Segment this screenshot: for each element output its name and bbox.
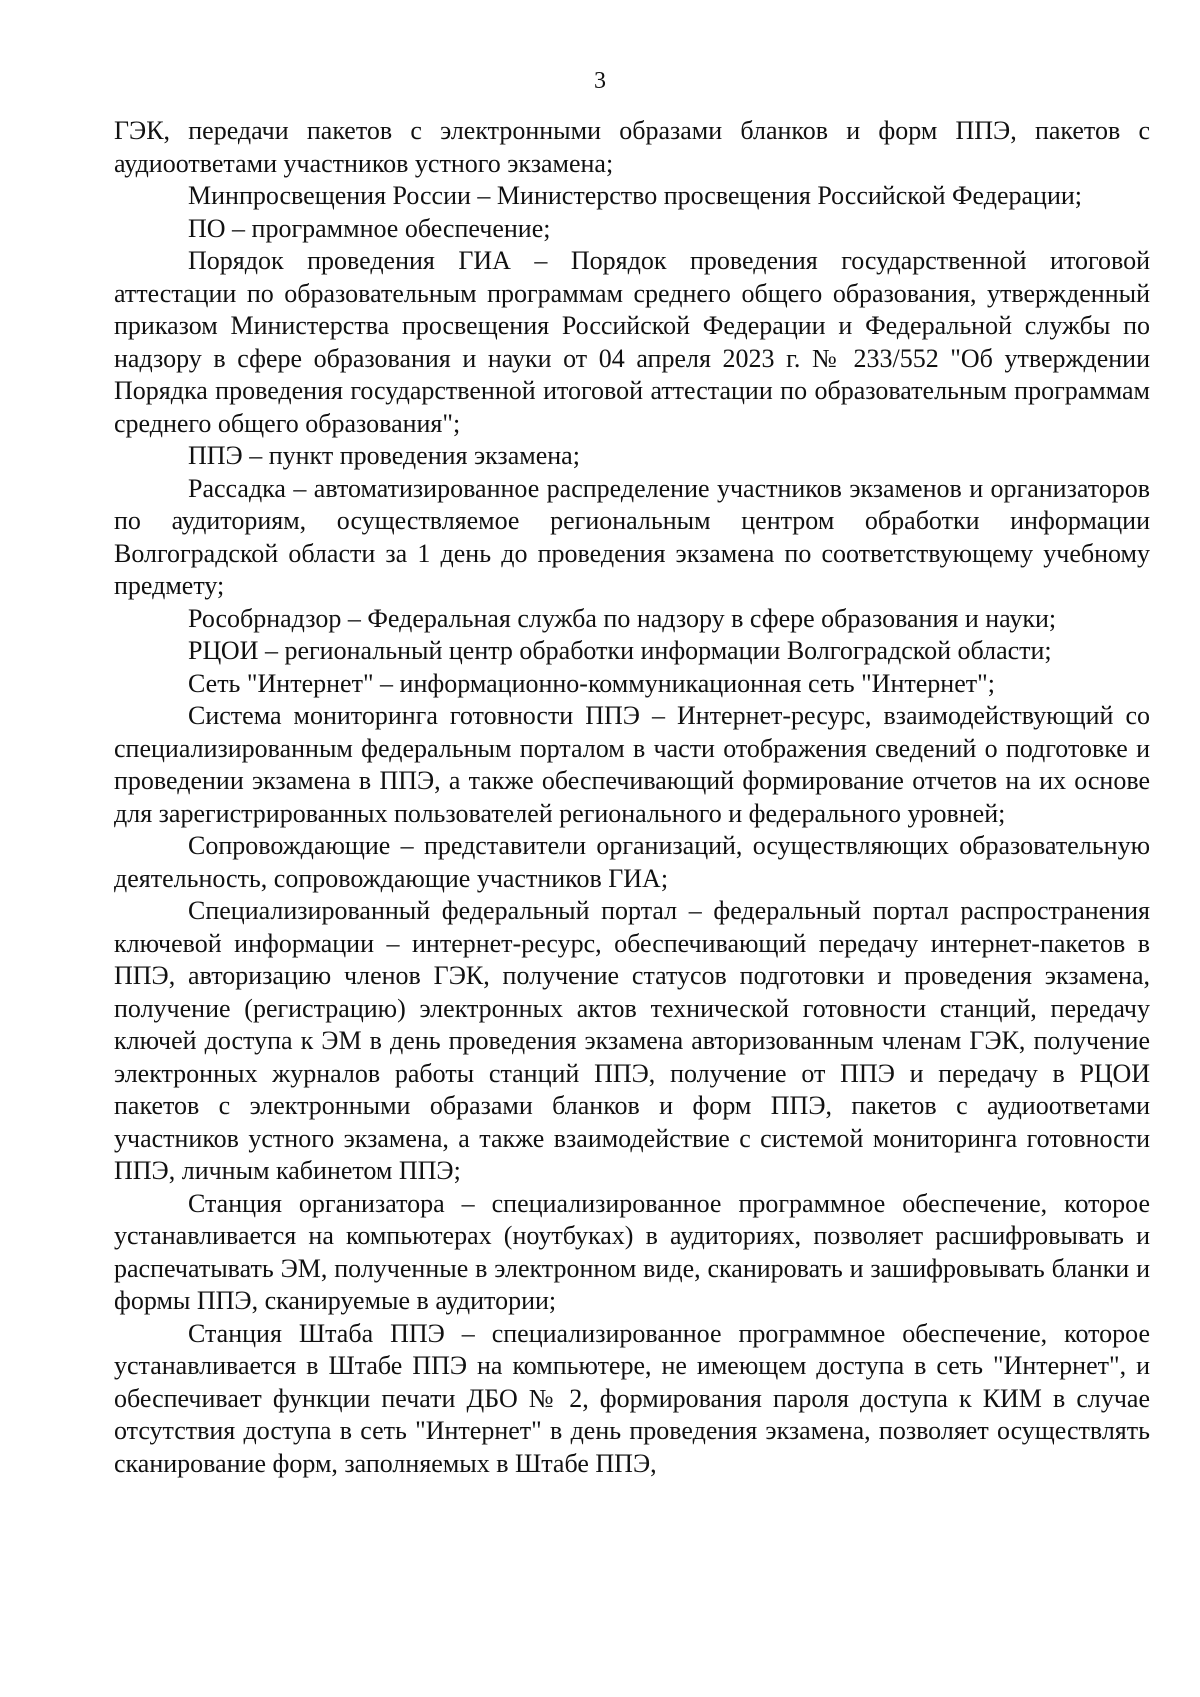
paragraph-sistema-monitoringa: Система мониторинга готовности ППЭ – Интернет-ресурс, взаимодействующий со специализированным федеральным порталом в части отображения сведений о подготовке и проведении экзамена в ППЭ, а также обеспечивающий формирование отчетов на их основе для зарегистрированных пользователей регионального и федерального уровней; (114, 701, 1150, 828)
paragraph-rassadka: Рассадка – автоматизированное распределение участников экзаменов и организаторов по аудиториям, осуществляемое региональным центром обработки информации Волгоградской области за 1 день до проведения экзамена по соответствующему учебному предмету; (114, 473, 1150, 600)
paragraph-rosobrnadzor: Рособрнадзор – Федеральная служба по надзору в сфере образования и науки; (188, 603, 1057, 633)
paragraph-rcoi: РЦОИ – региональный центр обработки информации Волгоградской области; (188, 636, 1052, 665)
page-number: 3 (594, 68, 606, 94)
paragraph-set-internet: Сеть "Интернет" – информационно-коммуникационная сеть "Интернет"; (188, 668, 995, 698)
paragraph-po: ПО – программное обеспечение; (188, 213, 551, 243)
paragraph-stanciya-organizatora: Станция организатора – специализированное программное обеспечение, которое устанавливается на компьютерах (ноутбуках) в аудиториях, позволяет расшифровывать и распечатывать ЭМ, полученные в электронном виде, сканировать и зашифровывать бланки и формы ППЭ, сканируемые в аудитории; (114, 1188, 1150, 1315)
paragraph-soprovozhdayushchie: Сопровождающие – представители организаций, осуществляющих образовательную деятельность, сопровождающие участников ГИА; (114, 831, 1150, 893)
paragraph-ppe: ППЭ – пункт проведения экзамена; (188, 441, 580, 470)
paragraph-poryadok-gia: Порядок проведения ГИА – Порядок проведения государственной итоговой аттестации по образовательным программам среднего общего образования, утвержденный приказом Министерства просвещения Российской Федерации и Федеральной службы по надзору в сфере образования и науки от 04 апреля 2023 г. № 233/552 "Об утверждении Порядка проведения государственной итоговой аттестации по образовательным программам среднего общего образования"; (114, 246, 1150, 438)
paragraph-minprosveshcheniya: Минпросвещения России – Министерство просвещения Российской Федерации; (188, 181, 1082, 210)
paragraph-gek-continuation: ГЭК, передачи пакетов с электронными образами бланков и форм ППЭ, пакетов с аудиоответами участников устного экзамена; (114, 116, 1150, 178)
paragraph-specializirovannyj-portal: Специализированный федеральный портал – федеральный портал распространения ключевой информации – интернет-ресурс, обеспечивающий передачу интернет-пакетов в ППЭ, авторизацию членов ГЭК, получение статусов подготовки и проведения экзамена, получение (регистрацию) электронных актов технической готовности станций, передачу ключей доступа к ЭМ в день проведения экзамена авторизованным членам ГЭК, получение электронных журналов работы станций ППЭ, получение от ППЭ и передачу в РЦОИ пакетов с электронными образами бланков и форм ППЭ, пакетов с аудиоответами участников устного экзамена, а также взаимодействие с системой мониторинга готовности ППЭ, личным кабинетом ППЭ; (114, 896, 1150, 1185)
document-body (114, 115, 1150, 1480)
paragraph-stanciya-shtaba: Станция Штаба ППЭ – специализированное программное обеспечение, которое устанавливается в Штабе ППЭ на компьютере, не имеющем доступа в сеть "Интернет", и обеспечивает функции печати ДБО № 2, формирования пароля доступа к КИМ в случае отсутствия доступа в сеть "Интернет" в день проведения экзамена, позволяет осуществлять сканирование форм, заполняемых в Штабе ППЭ, (114, 1318, 1150, 1478)
